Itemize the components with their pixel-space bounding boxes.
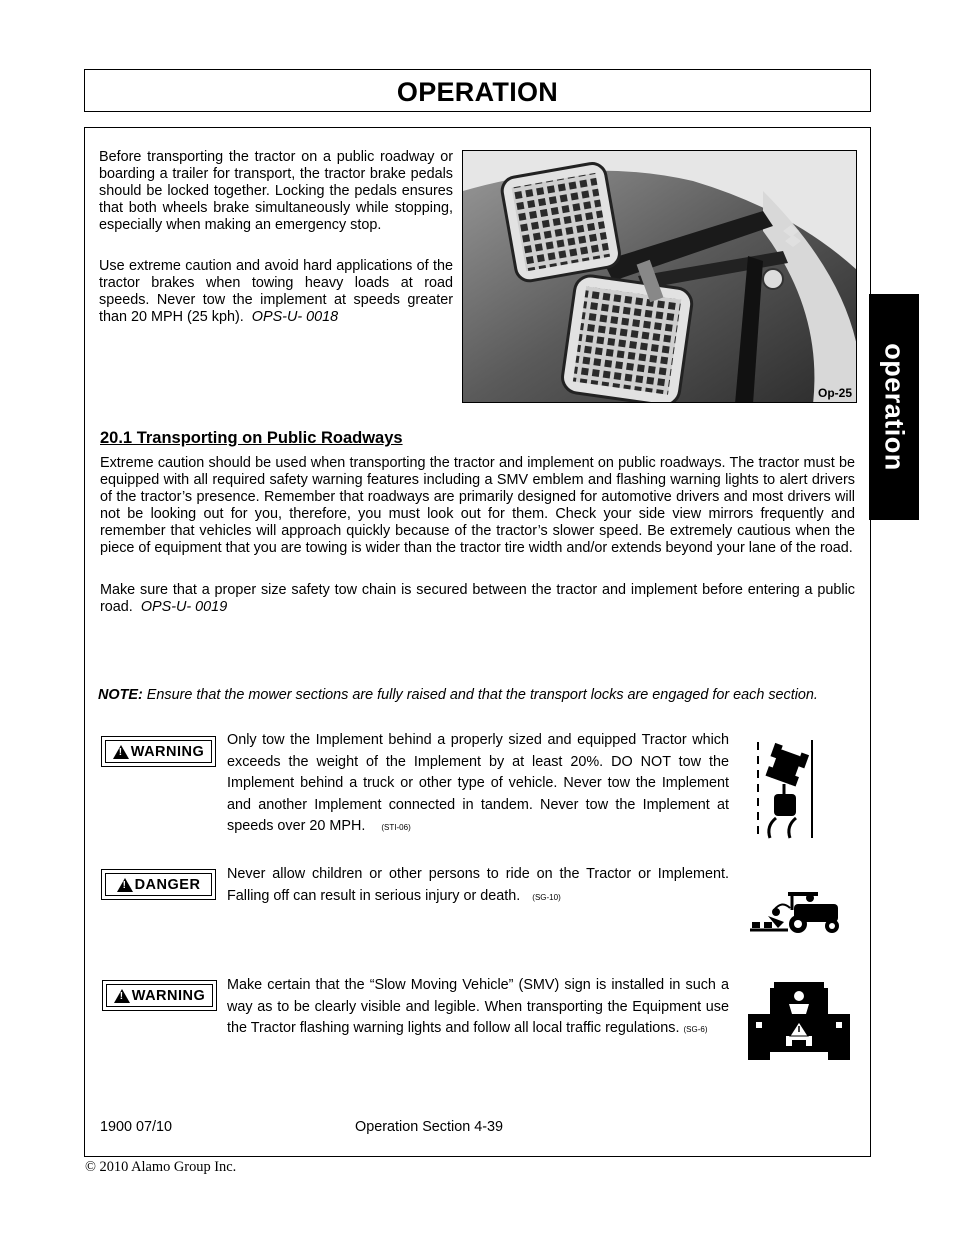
- header-box: [84, 69, 871, 112]
- tractor-towing-lane-icon: [750, 738, 820, 842]
- intro-reference-code: OPS-U- 0018: [251, 309, 339, 325]
- warning-text-3-body: Make certain that the “Slow Moving Vehicle” (SMV) sign is installed in such a way as to be clearly visible and legible. When transporting the Equipment use the Tractor flashing warning lights and follow all local traffic regulations.: [227, 977, 729, 1037]
- copyright: © 2010 Alamo Group Inc.: [85, 1159, 237, 1175]
- warning-text-1: [227, 730, 729, 839]
- section-heading: 20.1 Transporting on Public Roadways: [100, 429, 403, 447]
- danger-badge-label: DANGER: [134, 876, 201, 893]
- warning-text-3: [227, 975, 729, 1041]
- smv-sign-tractor-icon: [748, 978, 850, 1062]
- warning-badge-label: WARNING: [130, 743, 205, 760]
- warning-code-1: (STI-06): [381, 823, 411, 833]
- side-tab: [869, 294, 919, 520]
- warning-text-2-body: Never allow children or other persons to ride on the Tractor or Implement. Falling off can result in serious injury or death.: [227, 866, 729, 904]
- page-title: OPERATION: [396, 77, 559, 107]
- warning-triangle-icon: [113, 745, 129, 759]
- section-paragraph-1: Extreme caution should be used when transporting the tractor and implement on public roadways. The tractor must be equipped with all required safety warning features including a SMV emblem and flashing warning lights to alert drivers of the tractor’s presence. Remember that roadways are primarily designed for automotive drivers and most drivers will not be looking out for you, therefore, you must look out for them. Check your side view mirrors frequently and remember that vehicles will approach quickly because of the tractor’s slower speed. Be extremely cautious when the piece of equipment that you are towing is wider than the tractor tire width and/or extends beyond your lane of the road.: [100, 455, 855, 556]
- intro-paragraph-2-text: Use extreme caution and avoid hard applications of the tractor brakes when towing heavy loads at road speeds. Never tow the implement at speeds greater than 20 MPH (25 kph).: [99, 258, 453, 325]
- photo-label: Op-25: [817, 386, 852, 400]
- note-text: Ensure that the mower sections are fully raised and that the transport locks are engaged for each section.: [146, 687, 818, 703]
- side-tab-label: operation: [879, 343, 910, 471]
- intro-paragraph-1: Before transporting the tractor on a public roadway or boarding a trailer for transport, the tractor brake pedals should be locked together. Locking the pedals ensures that both wheels brake simultaneously while stopping, especially when making an emergency stop.: [99, 149, 453, 233]
- section-reference-code: OPS-U- 0019: [140, 599, 228, 615]
- warning-code-2: (SG-10): [532, 892, 561, 902]
- warning-triangle-icon-smv: [114, 989, 130, 1003]
- note-label: NOTE:: [98, 687, 143, 703]
- note: [98, 686, 856, 704]
- warning-badge-smv: [102, 980, 217, 1011]
- intro-paragraph-2: [99, 258, 453, 326]
- rider-falling-icon: [748, 888, 844, 934]
- footer-section: Operation Section 4-39: [355, 1119, 503, 1135]
- brake-pedals-photo: [462, 150, 857, 403]
- footer-doc-number: 1900 07/10: [100, 1119, 173, 1135]
- warning-code-3: (SG-6): [683, 1025, 708, 1035]
- brake-pedals-illustration: [463, 151, 857, 403]
- danger-badge: [101, 869, 216, 900]
- warning-badge-label-smv: WARNING: [131, 987, 206, 1004]
- warning-text-1-body: Only tow the Implement behind a properly sized and equipped Tractor which exceeds the weight of the Implement by at least 20%. DO NOT tow the Implement behind a truck or other type of vehicle. Never tow the Implement and another Implement connected in tandem. Never tow the Implement at speeds over 20 MPH.: [227, 732, 729, 835]
- section-paragraph-2: [100, 582, 855, 616]
- danger-triangle-icon: [117, 878, 133, 892]
- warning-text-2: [227, 864, 729, 908]
- warning-badge: [101, 736, 216, 767]
- section-paragraph-2-text: Make sure that a proper size safety tow chain is secured between the tractor and implement before entering a public road.: [100, 582, 855, 615]
